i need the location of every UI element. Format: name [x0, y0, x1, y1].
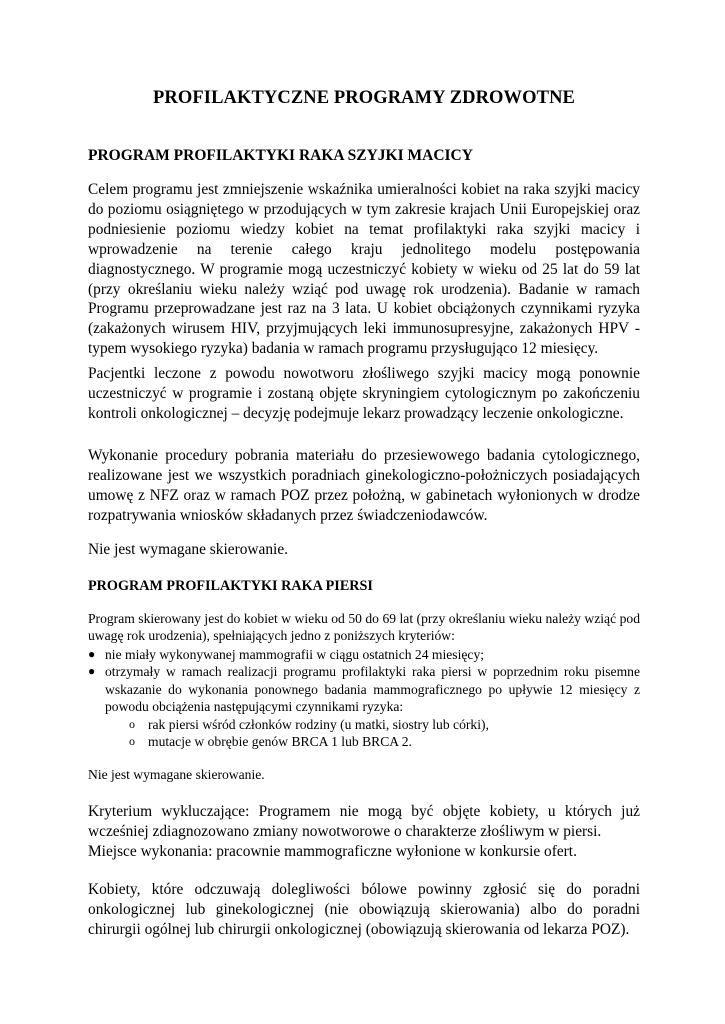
bullet-icon: ●: [88, 647, 96, 661]
bullet-icon: ●: [88, 664, 96, 679]
paragraph-no-referral: Nie jest wymagane skierowanie.: [88, 541, 289, 558]
section-heading-cervical: PROGRAM PROFILAKTYKI RAKA SZYJKI MACICY: [88, 147, 473, 164]
risk-factor-list: [105, 716, 640, 751]
list-item: [129, 733, 640, 750]
list-item: [88, 646, 640, 663]
criteria-text: nie miały wykonywanej mammografii w ciągu ostatnich 24 miesięcy;: [105, 647, 485, 662]
paragraph-breast-intro: Program skierowany jest do kobiet w wieku od 50 do 69 lat (przy określaniu wieku należy wziąć pod uwagę rok urodzenia), spełniających jedno z poniższych kryteriów:: [88, 611, 640, 644]
circle-bullet-icon: o: [129, 716, 135, 731]
risk-factor-text: mutacje w obrębie genów BRCA 1 lub BRCA 2.: [148, 734, 412, 750]
document-title: PROFILAKTYCZNE PROGRAMY ZDROWOTNE: [153, 88, 575, 108]
list-item: [88, 663, 640, 750]
circle-bullet-icon: o: [129, 734, 135, 749]
criteria-list: [88, 646, 640, 750]
paragraph-exclusion: [88, 802, 640, 862]
paragraph-treated-patients: Pacjentki leczone z powodu nowotworu złośliwego szyjki macicy mogą ponownie uczestniczyć w programie i zostaną objęte skryningiem cytologicznym po zakończeniu kontroli onkologicznej – decyzję podejmuje lekarz prowadzący leczenie onkologiczne.: [88, 365, 640, 422]
paragraph-pain-note: Kobiety, które odczuwają dolegliwości bólowe powinny zgłosić się do poradni onkologicznej lub ginekologicznej (nie obowiązują skierowania) albo do poradni chirurgii ogólnej lub chirurgii onkologicznej (obowiązują skierowania od lekarza POZ).: [88, 881, 640, 938]
paragraph-procedure: Wykonanie procedury pobrania materiału do przesiewowego badania cytologicznego, realizowane jest we wszystkich poradniach ginekologiczno-położniczych posiadających umowę z NFZ oraz w ramach POZ przez położną, w gabinetach wyłonionych w drodze rozpatrywania wniosków składanych przez świadczeniodawców.: [88, 447, 640, 524]
exclusion-text: Kryterium wykluczające: Programem nie mogą być objęte kobiety, u których już wcześniej zdiagnozowano zmiany nowotworowe o charakterze złośliwym w piersi.: [88, 803, 640, 840]
place-text: Miejsce wykonania: pracownie mammograficzne wyłonione w konkursie ofert.: [88, 842, 577, 860]
section-heading-breast: PROGRAM PROFILAKTYKI RAKA PIERSI: [88, 578, 373, 594]
paragraph-program-goal: Celem programu jest zmniejszenie wskaźnika umieralności kobiet na raka szyjki macicy do poziomu osiągniętego w przodujących w tym zakresie krajach Unii Europejskiej oraz podniesienie poziomu wiedzy kobiet na temat profilaktyki raka szyjki macicy i wprowadzenie na terenie całego kraju jednolitego modelu postępowania diagnostycznego. W programie mogą uczestniczyć kobiety w wieku od 25 lat do 59 lat (przy określaniu wieku należy wziąć pod uwagę rok urodzenia). Badanie w ramach Programu przeprowadzane jest raz na 3 lata. U kobiet obciążonych czynnikami ryzyka (zakażonych wirusem HIV, przyjmujących leki immunosupresyjne, zakażonych HPV - typem wysokiego ryzyka) badania w ramach programu przysługująco 12 miesięcy.: [88, 181, 640, 358]
criteria-text: otrzymały w ramach realizacji programu profilaktyki raka piersi w poprzednim roku pisemne wskazanie do wykonania ponownego badania mammograficznego po upływie 12 miesięcy z powodu obciążenia następującymi czynnikami ryzyka:: [105, 664, 640, 715]
risk-factor-text: rak piersi wśród członków rodziny (u matki, siostry lub córki),: [148, 716, 489, 732]
list-item: [129, 716, 640, 733]
paragraph-breast-no-referral: Nie jest wymagane skierowanie.: [88, 767, 265, 782]
